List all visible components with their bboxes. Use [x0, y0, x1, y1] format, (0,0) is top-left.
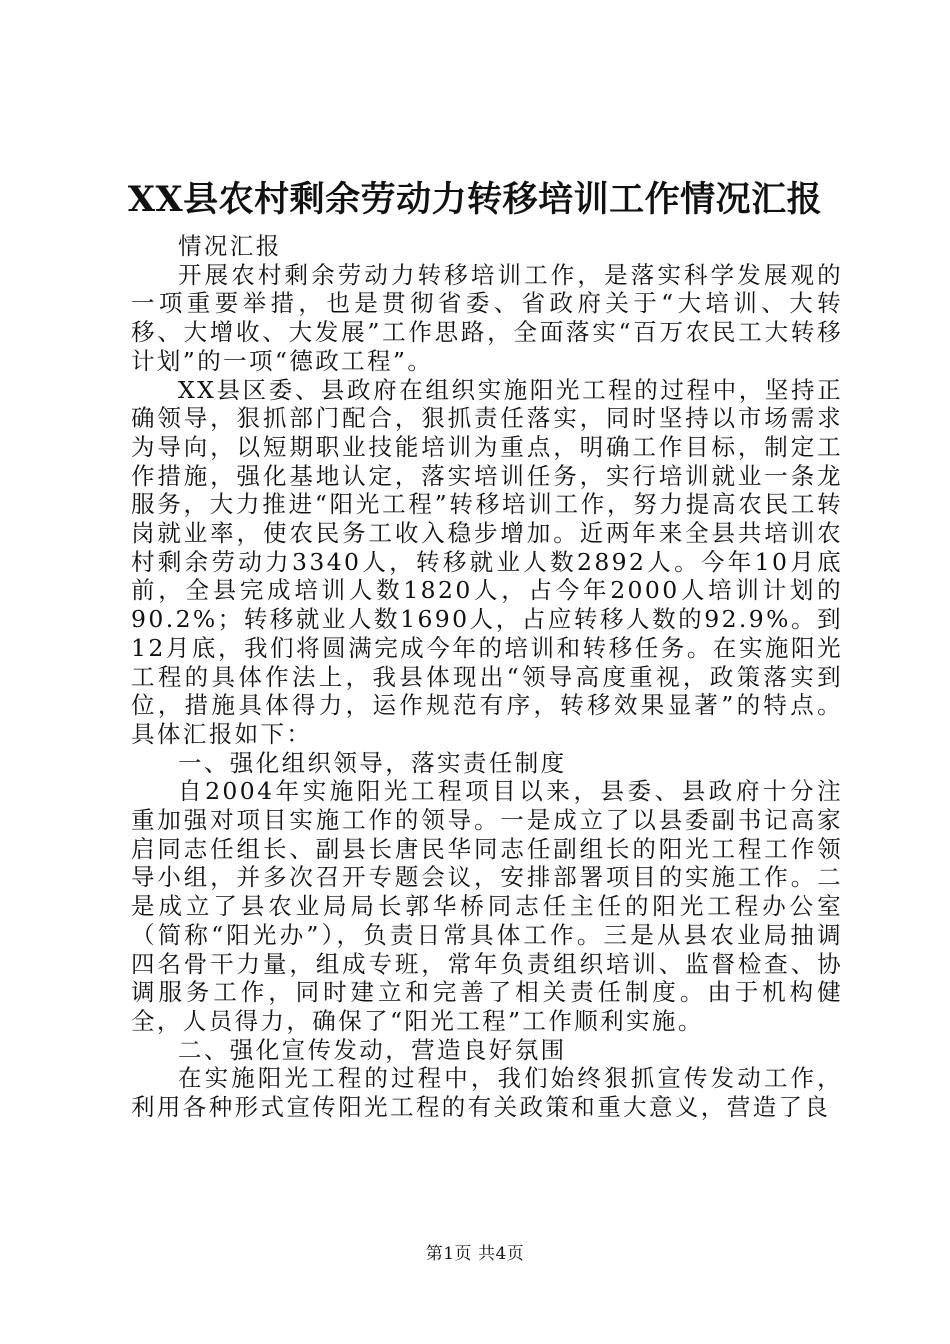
- section-paragraph-2: 在实施阳光工程的过程中，我们始终狠抓宣传发动工作，利用各种形式宣传阳光工程的有关政策和重大意义，营造了良: [131, 1064, 843, 1122]
- section-paragraph-1: 自2004年实施阳光工程项目以来，县委、县政府十分注重加强对项目实施工作的领导。一是成立了以县委副书记高家启同志任组长、副县长唐民华同志任副组长的阳光工程工作领导小组，并多次召开专题会议，安排部署项目的实施工作。二是成立了县农业局局长郭华桥同志任主任的阳光工程办公室（简称“阳光办”），负责日常具体工作。三是从县农业局抽调四名骨干力量，组成专班，常年负责组织培训、监督检查、协调服务工作，同时建立和完善了相关责任制度。由于机构健全，人员得力，确保了“阳光工程”工作顺利实施。: [131, 777, 843, 1035]
- document-body: [131, 232, 843, 1122]
- subtitle: 情况汇报: [178, 232, 282, 260]
- page-number-footer: 第1页 共4页: [425, 1244, 525, 1264]
- section-heading-1: 一、强化组织领导，落实责任制度: [178, 748, 567, 777]
- paragraph-overview: XX县区委、县政府在组织实施阳光工程的过程中，坚持正确领导，狠抓部门配合，狠抓责任落实，同时坚持以市场需求为导向，以短期职业技能培训为重点，明确工作目标，制定工作措施，强化基地认定，落实培训任务，实行培训就业一条龙服务，大力推进“阳光工程”转移培训工作，努力提高农民工转岗就业率，使农民务工收入稳步增加。近两年来全县共培训农村剩余劳动力3340人，转移就业人数2892人。今年10月底前，全县完成培训人数1820人，占今年2000人培训计划的90.2%；转移就业人数1690人，占应转移人数的92.9%。到12月底，我们将圆满完成今年的培训和转移任务。在实施阳光工程的具体作法上，我县体现出“领导高度重视，政策落实到位，措施具体得力，运作规范有序，转移效果显著”的特点。具体汇报如下：: [131, 375, 843, 748]
- paragraph-intro: 开展农村剩余劳动力转移培训工作，是落实科学发展观的一项重要举措，也是贯彻省委、省政府关于“大培训、大转移、大增收、大发展”工作思路，全面落实“百万农民工大转移计划”的一项“德政工程”。: [131, 260, 843, 375]
- section-heading-2: 二、强化宣传发动，营造良好氛围: [178, 1035, 567, 1064]
- page-title: XX县农村剩余劳动力转移培训工作情况汇报: [127, 179, 823, 220]
